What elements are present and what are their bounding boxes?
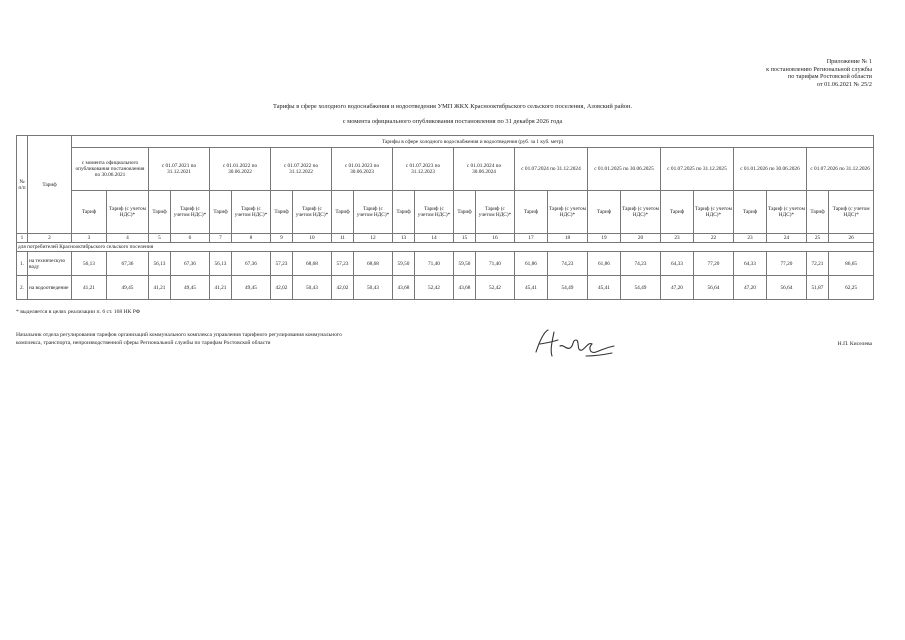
row-number: 1.	[17, 252, 28, 276]
column-number: 9	[271, 234, 293, 243]
tariff-value: 77,20	[767, 252, 807, 276]
tariff-value: 56,13	[149, 252, 171, 276]
tariff-value: 49,45	[171, 276, 210, 300]
subheader-tariff-vat: Тариф (с учетом НДС)*	[415, 191, 454, 234]
document-title: Тарифы в сфере холодного водоснабжения и водоотведения УМП ЖКХ Краснооктябрьского сельского поселения, Азовский район.	[272, 103, 633, 110]
tariff-value: 54,49	[548, 276, 588, 300]
tariff-value: 86,65	[829, 252, 874, 276]
tariff-value: 68,68	[354, 252, 393, 276]
column-number: 10	[293, 234, 332, 243]
tariff-value: 67,36	[171, 252, 210, 276]
subheader-tariff: Тариф	[661, 191, 694, 234]
tariff-value: 50,43	[293, 276, 332, 300]
column-number: 5	[149, 234, 171, 243]
subheader-tariff: Тариф	[734, 191, 767, 234]
tariff-value: 61,86	[588, 252, 621, 276]
column-number: 11	[332, 234, 354, 243]
subheader-tariff-vat: Тариф (с учетом НДС)*	[694, 191, 734, 234]
subheader-tariff: Тариф	[271, 191, 293, 234]
tariff-value: 59,50	[454, 252, 476, 276]
subheader-tariff: Тариф	[332, 191, 354, 234]
column-number: 2	[28, 234, 72, 243]
period-header: с 01.07.2025 по 31.12.2025	[661, 148, 734, 191]
period-header: с 01.07.2024 по 31.12.2024	[515, 148, 588, 191]
tariff-value: 64,33	[734, 252, 767, 276]
tariff-value: 50,43	[354, 276, 393, 300]
period-header: с 01.01.2025 по 30.06.2025	[588, 148, 661, 191]
tariff-value: 45,41	[588, 276, 621, 300]
document-subtitle: с момента официального опубликования постановления по 31 декабря 2026 года	[342, 118, 563, 125]
column-number: 23	[661, 234, 694, 243]
tariff-value: 61,86	[515, 252, 548, 276]
handwritten-signature	[530, 322, 620, 362]
subheader-tariff: Тариф	[72, 191, 107, 234]
column-number: 25	[807, 234, 829, 243]
tariff-value: 56,64	[694, 276, 734, 300]
subheader-tariff-vat: Тариф (с учетом НДС)*	[476, 191, 515, 234]
header-resolution: к постановлению Региональной службы	[766, 65, 872, 73]
subheader-tariff: Тариф	[515, 191, 548, 234]
tariff-value: 77,20	[694, 252, 734, 276]
column-number: 3	[72, 234, 107, 243]
header-no: № п/п	[17, 136, 28, 234]
section-label: для потребителей Краснооктябрьского сельского поселения	[17, 243, 874, 252]
header-agency: по тарифам Ростовской области	[787, 73, 872, 81]
tariff-value: 42,02	[271, 276, 293, 300]
row-name: на техническую воду	[28, 252, 72, 276]
tariff-table	[16, 135, 874, 300]
period-header: с 01.01.2026 по 30.06.2026	[734, 148, 807, 191]
tariff-value: 59,50	[393, 252, 415, 276]
header-appendix: Приложение № 1	[826, 58, 872, 65]
period-header: с 01.07.2021 по 31.12.2021	[149, 148, 210, 191]
column-number: 12	[354, 234, 393, 243]
column-number: 20	[621, 234, 661, 243]
subheader-tariff-vat: Тариф (с учетом НДС)*	[171, 191, 210, 234]
period-header: с момента официального опубликования постановления по 30.06.2021	[72, 148, 149, 191]
signatory-name: Н.П. Киселева	[837, 341, 872, 347]
tariff-value: 74,23	[621, 252, 661, 276]
subheader-tariff: Тариф	[149, 191, 171, 234]
column-number: 19	[588, 234, 621, 243]
column-number: 8	[232, 234, 271, 243]
subheader-tariff-vat: Тариф (с учетом НДС)*	[767, 191, 807, 234]
document-header	[672, 58, 872, 88]
tariff-value: 64,33	[661, 252, 694, 276]
tariff-value: 54,49	[621, 276, 661, 300]
subheader-tariff-vat: Тариф (с учетом НДС)*	[232, 191, 271, 234]
column-number: 13	[393, 234, 415, 243]
column-number: 24	[767, 234, 807, 243]
period-header: с 01.07.2026 по 31.12.2026	[807, 148, 874, 191]
tariff-value: 68,68	[293, 252, 332, 276]
tariff-value: 71,40	[476, 252, 515, 276]
tariff-value: 52,42	[415, 276, 454, 300]
column-number: 23	[734, 234, 767, 243]
column-number: 26	[829, 234, 874, 243]
table-row	[17, 276, 874, 300]
tariff-value: 56,64	[767, 276, 807, 300]
row-number: 2.	[17, 276, 28, 300]
column-number: 22	[694, 234, 734, 243]
column-number: 7	[210, 234, 232, 243]
period-header: с 01.07.2022 по 31.12.2022	[271, 148, 332, 191]
tariff-value: 45,41	[515, 276, 548, 300]
subheader-tariff: Тариф	[210, 191, 232, 234]
tariff-value: 43,68	[454, 276, 476, 300]
subheader-tariff-vat: Тариф (с учетом НДС)*	[107, 191, 149, 234]
column-number: 6	[171, 234, 210, 243]
column-number: 15	[454, 234, 476, 243]
tariff-value: 62,25	[829, 276, 874, 300]
column-number: 18	[548, 234, 588, 243]
tariff-value: 49,45	[107, 276, 149, 300]
subheader-tariff: Тариф	[588, 191, 621, 234]
tariff-value: 49,45	[232, 276, 271, 300]
subheader-tariff: Тариф	[807, 191, 829, 234]
header-date: от 01.06.2021 № 25/2	[816, 80, 872, 88]
tariff-value: 71,40	[415, 252, 454, 276]
tariff-value: 56,13	[210, 252, 232, 276]
subheader-tariff-vat: Тариф (с учетом НДС)*	[829, 191, 874, 234]
period-header: с 01.01.2023 по 30.06.2023	[332, 148, 393, 191]
tariff-value: 42,02	[332, 276, 354, 300]
tariff-value: 57,23	[332, 252, 354, 276]
tariff-value: 41,21	[72, 276, 107, 300]
subheader-tariff-vat: Тариф (с учетом НДС)*	[293, 191, 332, 234]
column-number: 4	[107, 234, 149, 243]
tariff-value: 47,20	[734, 276, 767, 300]
period-header: с 01.01.2022 по 30.06.2022	[210, 148, 271, 191]
row-name: на водоотведение	[28, 276, 72, 300]
column-number: 1	[17, 234, 28, 243]
subheader-tariff-vat: Тариф (с учетом НДС)*	[548, 191, 588, 234]
period-header: с 01.01.2024 по 30.06.2024	[454, 148, 515, 191]
footnote: * выделяется в целях реализации п. 6 ст. 168 НК РФ	[16, 309, 141, 315]
tariff-value: 67,36	[107, 252, 149, 276]
table-row	[17, 252, 874, 276]
tariff-value: 52,42	[476, 276, 515, 300]
tariff-value: 67,36	[232, 252, 271, 276]
tariff-value: 74,23	[548, 252, 588, 276]
tariff-value: 57,23	[271, 252, 293, 276]
tariff-value: 72,21	[807, 252, 829, 276]
column-number: 16	[476, 234, 515, 243]
tariff-value: 41,21	[210, 276, 232, 300]
tariff-value: 56,13	[72, 252, 107, 276]
subheader-tariff: Тариф	[393, 191, 415, 234]
subheader-tariff-vat: Тариф (с учетом НДС)*	[621, 191, 661, 234]
signatory-position: Начальник отдела регулирования тарифов организаций коммунального комплекса управления тарифного регулирования коммунального комплекса, транспорта, непроизводственной сферы Региональной службы по тарифам Ростовской области	[16, 332, 342, 346]
tariff-value: 47,20	[661, 276, 694, 300]
subheader-tariff-vat: Тариф (с учетом НДС)*	[354, 191, 393, 234]
tariff-value: 43,68	[393, 276, 415, 300]
header-tariff: Тариф	[28, 136, 72, 234]
period-header: с 01.07.2023 по 31.12.2023	[393, 148, 454, 191]
tariff-value: 51,87	[807, 276, 829, 300]
column-number: 14	[415, 234, 454, 243]
column-number: 17	[515, 234, 548, 243]
subheader-tariff: Тариф	[454, 191, 476, 234]
tariff-value: 41,21	[149, 276, 171, 300]
header-span: Тарифы в сфере холодного водоснабжения и водоотведения (руб. за 1 куб. метр)	[72, 136, 874, 148]
